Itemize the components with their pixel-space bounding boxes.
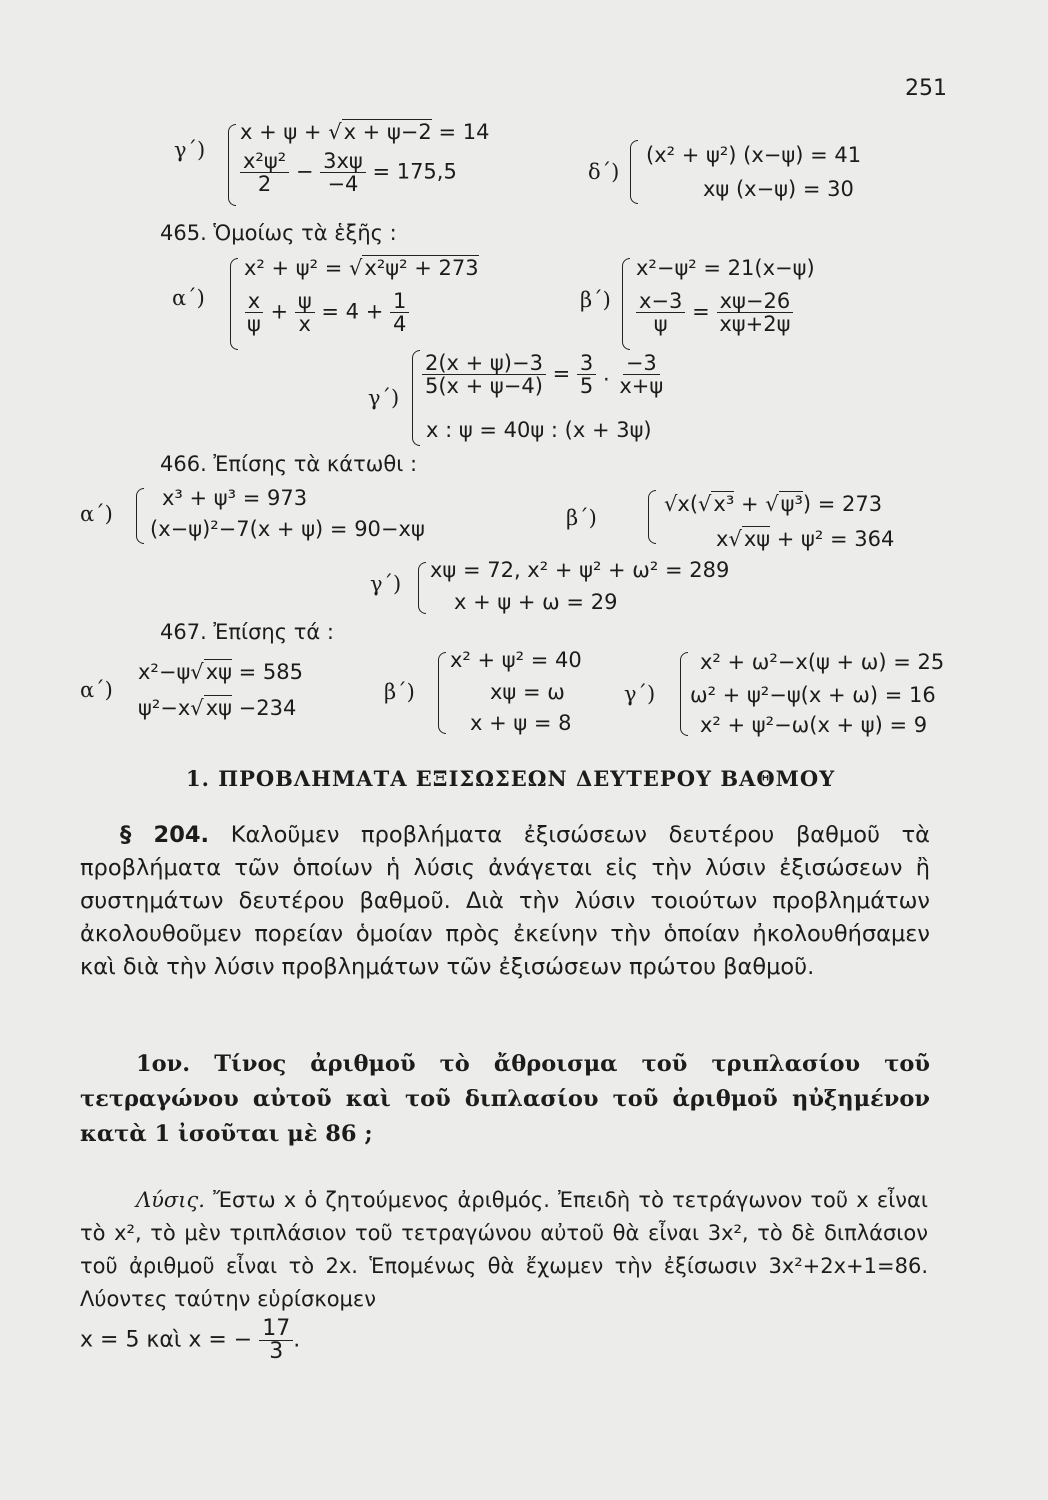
denominator: ψ: [247, 312, 261, 336]
problem-1: 1ον. Τίνος ἀριθμοῦ τὸ ἄθροισμα τοῦ τριπλασίου τοῦ τετραγώνου αὐτοῦ καὶ τοῦ διπλασίου τοῦ ἀριθμοῦ ηὐξημένον κατὰ 1 ἰσοῦται μὲ 86 ;: [80, 1051, 930, 1147]
equation-line: [636, 290, 793, 335]
numerator: ψ: [295, 290, 315, 313]
denominator: x+ψ: [619, 374, 664, 398]
equation-line: x + ψ + ω = 29: [454, 590, 618, 614]
label-alpha: α΄): [172, 286, 205, 310]
system-brace: [412, 350, 420, 446]
denominator: xψ+2ψ: [719, 312, 791, 336]
system-brace: [438, 652, 446, 734]
label-gamma: γ΄): [368, 386, 400, 410]
denominator: 3: [269, 1339, 284, 1364]
exercise-467-title: 467. Ἐπίσης τά :: [160, 620, 334, 644]
operator: =: [692, 299, 710, 324]
label-beta: β΄): [566, 506, 597, 530]
numerator: 1: [390, 290, 409, 313]
equation-line: x² + ψ² = 40: [450, 648, 582, 672]
radicand: x²ψ² + 273: [364, 256, 479, 280]
eq-part: ψ²−x: [138, 696, 191, 720]
equation-line: x√xψ + ψ² = 364: [716, 527, 895, 551]
result-text: .: [293, 1327, 301, 1353]
equation-line: √x(√x³ + √ψ³) = 273: [664, 492, 883, 516]
solution: [80, 1184, 928, 1316]
equation-line: xψ (x−ψ) = 30: [703, 177, 854, 201]
equation-line: (x² + ψ²) (x−ψ) = 41: [646, 143, 862, 167]
equation-line: x³ + ψ³ = 973: [162, 486, 308, 510]
system-brace: [648, 490, 656, 544]
eq-part: x² + ψ² =: [244, 256, 350, 280]
eq-part: ) = 273: [802, 492, 883, 516]
eq-part: x + ψ +: [240, 120, 329, 144]
denominator: 5: [579, 374, 594, 398]
radicand: xψ: [205, 660, 232, 684]
numerator: xψ−26: [717, 290, 794, 313]
system-brace: [630, 140, 638, 204]
label-alpha: α΄): [80, 678, 113, 702]
equation-line: x² + ψ² = √x²ψ² + 273: [244, 256, 479, 280]
numerator: x: [245, 290, 263, 313]
denominator: x: [298, 312, 311, 336]
numerator: 3xψ: [320, 150, 366, 173]
equation-line: $\frac{\text{x²ψ²}}{2}$ − $\frac{3x\psi}{-4}$ = 175,5: [240, 150, 457, 195]
eq-part: x: [716, 527, 729, 551]
denominator: 4: [392, 312, 407, 336]
numerator: 3: [577, 352, 596, 375]
equation-line: [422, 352, 666, 397]
radicand: xψ: [205, 696, 232, 720]
numerator: x²ψ²: [240, 150, 289, 173]
denominator: ψ: [653, 312, 668, 336]
equation-line: xψ = 72, x² + ψ² + ω² = 289: [430, 558, 730, 582]
equation-line: x² + ψ²−ω(x + ψ) = 9: [700, 713, 928, 737]
radicand: x + ψ−2: [343, 120, 432, 144]
operator: +: [270, 299, 289, 324]
radicand: xψ: [743, 527, 771, 551]
page-number: 251: [905, 76, 947, 101]
eq-part: + ψ² = 364: [770, 527, 895, 551]
eq-part: x(: [677, 492, 699, 516]
numerator: 2(x + ψ)−3: [422, 352, 546, 375]
equation-line: x + ψ = 8: [470, 711, 572, 735]
operator: .: [602, 361, 610, 386]
eq-part: x²−ψ: [138, 660, 191, 684]
equation-line: x : ψ = 40ψ : (x + 3ψ): [426, 418, 652, 442]
system-brace: [136, 488, 144, 544]
radicand: ψ³: [780, 492, 803, 516]
equation-line: x + ψ + √x + ψ−2 = 14: [240, 120, 490, 144]
result-text: x = 5 καὶ x = −: [80, 1327, 253, 1353]
system-brace: [622, 258, 630, 350]
section-mark: § 204.: [120, 822, 210, 848]
label-gamma: γ΄): [624, 682, 656, 706]
equation-line: xψ = ω: [490, 680, 565, 704]
paragraph-text: Καλοῦμεν προβλήματα ἐξισώσεων δευτέρου βαθμοῦ τὰ προβλήματα τῶν ὁποίων ἡ λύσις ἀνάγεται εἰς τὴν λύσιν ἐξισώσεων ἢ συστημάτων δευτέρου βαθμοῦ. Διὰ τὴν λύσιν τοιούτων προβλημάτων ἀκολουθοῦμεν πορείαν ὁμοίαν πρὸς ἐκείνην τὴν ὁποίαν ἠκολουθήσαμεν καὶ διὰ τὴν λύσιν προβλημάτων τῶν ἐξισώσεων πρώτου βαθμοῦ.: [80, 822, 930, 980]
equation-line: ω² + ψ²−ψ(x + ω) = 16: [690, 683, 936, 707]
system-brace: [680, 652, 688, 736]
paragraph-204: [80, 819, 930, 984]
label-beta: β΄): [384, 680, 415, 704]
label-alpha: α΄): [80, 502, 113, 526]
equation-line: x² + ω²−x(ψ + ω) = 25: [700, 650, 945, 674]
denominator: 5(x + ψ−4): [425, 374, 543, 398]
eq-part: = 4 +: [321, 299, 384, 324]
operator: =: [552, 361, 571, 386]
equation-line: x²−ψ² = 21(x−ψ): [636, 256, 815, 280]
eq-part: −234: [231, 696, 297, 720]
numerator: x−3: [636, 290, 685, 313]
eq-part: = 175,5: [372, 159, 457, 184]
radicand: x³: [713, 492, 735, 516]
numerator: −3: [623, 352, 660, 375]
solution-text: Ἔστω x ὁ ζητούμενος ἀριθμός. Ἐπειδὴ τὸ τετράγωνον τοῦ x εἶναι τὸ x², τὸ μὲν τριπλάσιον τοῦ τετραγώνου αὐτοῦ θὰ εἶναι 3x², τὸ δὲ διπλάσιον τοῦ ἀριθμοῦ εἶναι τὸ 2x. Ἑπομένως θὰ ἔχωμεν τὴν ἐξίσωσιν 3x²+2x+1=86. Λύοντες ταύτην εὑρίσκομεν: [80, 1188, 928, 1311]
system-brace: [228, 124, 236, 206]
eq-part: +: [734, 492, 766, 516]
system-brace: [230, 258, 238, 350]
denominator: −4: [327, 172, 359, 196]
label-gamma: γ΄): [370, 572, 402, 596]
eq-part: = 14: [431, 120, 490, 144]
eq-part: = 585: [231, 660, 303, 684]
equation-line: x²−ψ√xψ = 585: [138, 660, 303, 684]
system-brace: [418, 562, 426, 614]
numerator: 17: [259, 1318, 293, 1341]
exercise-466-title: 466. Ἐπίσης τὰ κάτωθι :: [160, 452, 418, 476]
equation-line: [244, 290, 409, 335]
equation-line: ψ²−x√xψ −234: [138, 696, 297, 720]
label-gamma: γ΄): [174, 138, 206, 162]
denominator: 2: [257, 172, 272, 196]
section-heading: 1. ΠΡΟΒΛΗΜΑΤΑ ΕΞΙΣΩΣΕΩΝ ΔΕΥΤΕΡΟΥ ΒΑΘΜΟΥ: [186, 766, 836, 791]
label-delta: δ΄): [588, 160, 620, 184]
exercise-465-title: 465. Ὁμοίως τὰ ἑξῆς :: [160, 221, 397, 245]
solution-label: Λύσις.: [136, 1188, 205, 1212]
equation-line: (x−ψ)²−7(x + ψ) = 90−xψ: [150, 517, 425, 541]
solution-result: [80, 1318, 300, 1363]
label-beta: β΄): [580, 288, 611, 312]
